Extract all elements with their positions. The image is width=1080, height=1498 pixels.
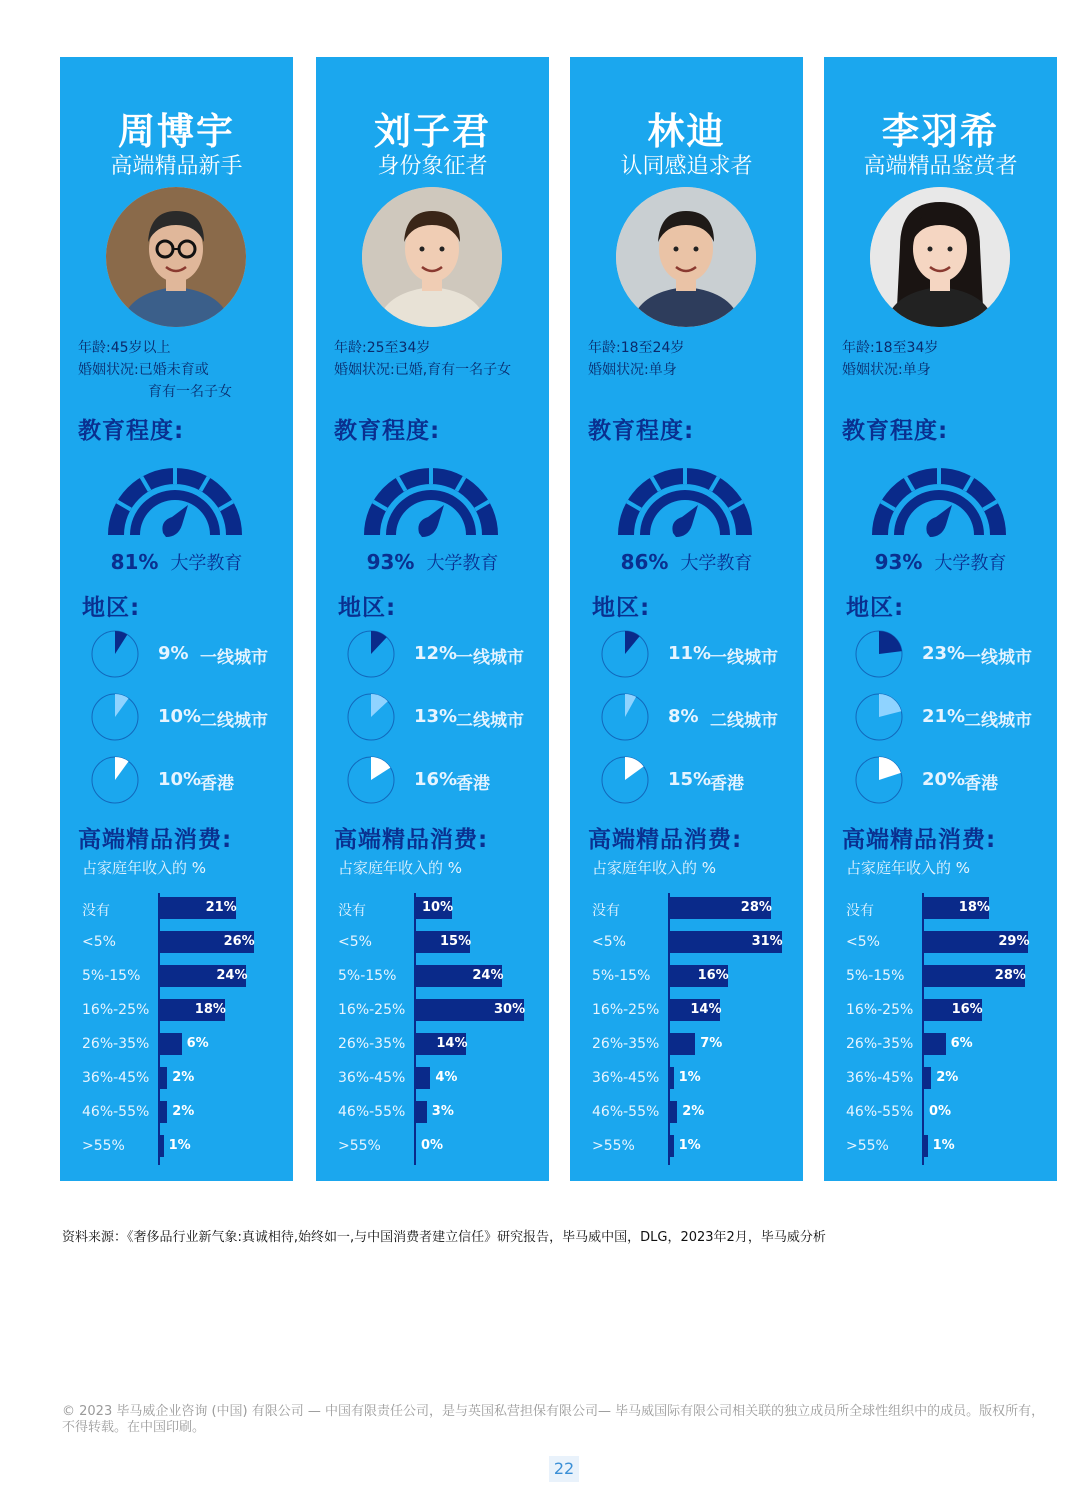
spend-value-label: 1% (932, 1138, 955, 1153)
pie-slice (625, 694, 636, 717)
pie-slice (879, 694, 901, 717)
spend-value-label: 18% (194, 1002, 226, 1017)
pie-slice (879, 757, 901, 780)
spend-category-label: >55% (846, 1138, 889, 1154)
region-pie-chart (90, 692, 140, 742)
persona-name: 周博宇 (118, 110, 235, 153)
spend-category-label: 46%-55% (846, 1104, 914, 1120)
spend-category-label: 5%-15% (592, 968, 651, 984)
education-label: 大学教育 (680, 553, 753, 574)
region-row (90, 755, 290, 805)
region-name: 一线城市 (710, 648, 778, 668)
region-percent: 15% (668, 769, 712, 790)
spend-category-label: 26%-35% (846, 1036, 914, 1052)
spend-category-label: >55% (82, 1138, 125, 1154)
woman-short-hair-portrait (362, 187, 502, 327)
education-percent: 93% (366, 550, 415, 574)
persona-role: 高端精品新手 (110, 154, 243, 179)
region-percent: 8% (668, 706, 699, 727)
region-pie-chart (346, 692, 396, 742)
region-percent: 20% (922, 769, 966, 790)
pie-slice (371, 694, 388, 717)
spend-bar-row (60, 897, 293, 921)
persona-name: 刘子君 (374, 110, 491, 153)
page-number: 22 (549, 1456, 579, 1482)
spend-category-label: 36%-45% (82, 1070, 150, 1086)
region-percent: 10% (158, 769, 202, 790)
spend-category-label: >55% (338, 1138, 381, 1154)
spend-value-label: 1% (678, 1138, 701, 1153)
source-note: 资料来源：《奢侈品行业新气象:真诚相待,始终如一,与中国消费者建立信任》研究报告，毕马威中国，DLG，2023年2月，毕马威分析 (62, 1230, 826, 1245)
region-name: 一线城市 (456, 648, 524, 668)
spend-bar-row (824, 999, 1057, 1023)
region-title: 地区: (592, 595, 651, 621)
region-pie-chart (90, 755, 140, 805)
region-title: 地区: (846, 595, 905, 621)
spend-category-label: >55% (592, 1138, 635, 1154)
spend-bar-row (60, 1135, 293, 1159)
spend-bar-row (60, 931, 293, 955)
pie-slice (115, 631, 127, 654)
education-title: 教育程度: (334, 418, 441, 444)
region-percent: 23% (922, 643, 966, 664)
spend-value-label: 4% (435, 1070, 458, 1085)
spend-bar (416, 1101, 427, 1123)
education-stat (60, 549, 293, 575)
spend-bar-row (570, 999, 803, 1023)
spend-title: 高端精品消费: (588, 827, 743, 853)
education-gauge (610, 455, 760, 547)
spend-value-label: 6% (950, 1036, 973, 1051)
man-glasses-portrait (106, 187, 246, 327)
spend-category-label: 16%-25% (82, 1002, 150, 1018)
spend-bar (160, 1135, 164, 1157)
spend-bar-row (316, 999, 549, 1023)
avatar (362, 187, 502, 327)
region-percent: 10% (158, 706, 202, 727)
spend-bar-row (570, 897, 803, 921)
region-percent: 21% (922, 706, 966, 727)
young-man-portrait (616, 187, 756, 327)
persona-role: 身份象征者 (377, 154, 488, 179)
spend-value-label: 10% (422, 900, 454, 915)
education-title: 教育程度: (588, 418, 695, 444)
spend-bar-row (824, 1135, 1057, 1159)
spend-category-label: 没有 (82, 903, 110, 919)
spend-value-label: 1% (678, 1070, 701, 1085)
education-label: 大学教育 (426, 553, 499, 574)
spend-bar (924, 1033, 946, 1055)
region-row (600, 755, 800, 805)
region-name: 一线城市 (200, 648, 268, 668)
spend-category-label: 36%-45% (592, 1070, 660, 1086)
education-gauge (100, 455, 250, 547)
spend-bar-row (60, 1067, 293, 1091)
spend-value-label: 29% (998, 934, 1030, 949)
spend-value-label: 1% (168, 1138, 191, 1153)
pie-slice (115, 757, 129, 780)
region-row (90, 629, 290, 679)
region-row (346, 692, 546, 742)
persona-column (824, 57, 1057, 1181)
spend-bar-row (570, 931, 803, 955)
spend-subtitle: 占家庭年收入的 % (338, 859, 463, 877)
spend-value-label: 24% (472, 968, 504, 983)
region-pie-chart (600, 692, 650, 742)
region-name: 香港 (200, 774, 234, 794)
region-percent: 16% (414, 769, 458, 790)
spend-category-label: 16%-25% (846, 1002, 914, 1018)
persona-name: 林迪 (647, 110, 726, 153)
persona-role: 高端精品鉴赏者 (863, 154, 1018, 179)
region-name: 香港 (710, 774, 744, 794)
spend-bar-row (316, 1067, 549, 1091)
region-pie-chart (600, 755, 650, 805)
region-pie-chart (90, 629, 140, 679)
region-name: 二线城市 (964, 711, 1032, 731)
region-name: 香港 (964, 774, 998, 794)
spend-bar (670, 1135, 674, 1157)
spend-bar (160, 1033, 182, 1055)
region-row (346, 629, 546, 679)
spend-value-label: 6% (186, 1036, 209, 1051)
region-pie-chart (600, 629, 650, 679)
spend-value-label: 28% (740, 900, 772, 915)
spend-value-label: 2% (172, 1104, 195, 1119)
spend-bar-row (60, 1101, 293, 1125)
woman-long-hair-portrait (870, 187, 1010, 327)
spend-bar-row (60, 999, 293, 1023)
education-stat (824, 549, 1057, 575)
spend-bar-row (316, 1101, 549, 1125)
education-percent: 86% (620, 550, 669, 574)
spend-value-label: 18% (958, 900, 990, 915)
region-percent: 12% (414, 643, 458, 664)
spend-bar (670, 1101, 677, 1123)
pie-slice (115, 694, 129, 717)
spend-category-label: 5%-15% (846, 968, 905, 984)
region-row (854, 755, 1054, 805)
education-percent: 93% (874, 550, 923, 574)
region-pie-chart (854, 755, 904, 805)
spend-category-label: 36%-45% (846, 1070, 914, 1086)
region-row (600, 692, 800, 742)
region-pie-chart (346, 629, 396, 679)
pie-slice (371, 631, 387, 654)
spend-bar-row (570, 965, 803, 989)
region-percent: 9% (158, 643, 189, 664)
spend-bar-row (824, 1067, 1057, 1091)
spend-bar (416, 1067, 430, 1089)
spend-bar-row (316, 1033, 549, 1057)
spend-category-label: 没有 (846, 903, 874, 919)
region-row (854, 629, 1054, 679)
spend-value-label: 15% (440, 934, 472, 949)
education-title: 教育程度: (78, 418, 185, 444)
spend-value-label: 26% (223, 934, 255, 949)
spend-bar-row (570, 1067, 803, 1091)
spend-value-label: 3% (431, 1104, 454, 1119)
spend-category-label: 26%-35% (82, 1036, 150, 1052)
region-pie-chart (854, 692, 904, 742)
region-pie-chart (346, 755, 396, 805)
spend-category-label: 36%-45% (338, 1070, 406, 1086)
spend-bar-row (824, 1033, 1057, 1057)
persona-name: 李羽希 (882, 110, 999, 153)
spend-value-label: 0% (421, 1138, 444, 1153)
demographics: 年龄:18至34岁 婚姻状况:单身 (842, 340, 939, 378)
spend-category-label: 5%-15% (338, 968, 397, 984)
spend-bar-row (316, 931, 549, 955)
spend-title: 高端精品消费: (334, 827, 489, 853)
education-label: 大学教育 (170, 553, 243, 574)
spend-category-label: 46%-55% (592, 1104, 660, 1120)
spend-category-label: <5% (592, 934, 626, 950)
spend-category-label: 16%-25% (338, 1002, 406, 1018)
spend-value-label: 16% (697, 968, 729, 983)
region-row (346, 755, 546, 805)
pie-slice (879, 631, 902, 654)
spend-category-label: 没有 (592, 903, 620, 919)
region-title: 地区: (82, 595, 141, 621)
spend-value-label: 28% (994, 968, 1026, 983)
spend-title: 高端精品消费: (842, 827, 997, 853)
spend-value-label: 2% (682, 1104, 705, 1119)
spend-bar-row (570, 1101, 803, 1125)
persona-column (60, 57, 293, 1181)
region-name: 二线城市 (710, 711, 778, 731)
spend-title: 高端精品消费: (78, 827, 233, 853)
spend-subtitle: 占家庭年收入的 % (846, 859, 971, 877)
avatar (870, 187, 1010, 327)
spend-value-label: 31% (751, 934, 783, 949)
region-pie-chart (854, 629, 904, 679)
spend-category-label: 46%-55% (82, 1104, 150, 1120)
demographics: 年龄:45岁以上 婚姻状况:已婚未育或 育有一名子女 (78, 340, 232, 400)
region-name: 一线城市 (964, 648, 1032, 668)
spend-subtitle: 占家庭年收入的 % (592, 859, 717, 877)
region-row (90, 692, 290, 742)
education-stat (570, 549, 803, 575)
region-title: 地区: (338, 595, 397, 621)
spend-value-label: 24% (216, 968, 248, 983)
avatar (106, 187, 246, 327)
spend-category-label: 16%-25% (592, 1002, 660, 1018)
spend-value-label: 2% (936, 1070, 959, 1085)
demographics: 年龄:18至24岁 婚姻状况:单身 (588, 340, 685, 378)
spend-bar-row (316, 965, 549, 989)
spend-bar-row (824, 897, 1057, 921)
spend-category-label: <5% (846, 934, 880, 950)
spend-bar (670, 1033, 695, 1055)
spend-category-label: 5%-15% (82, 968, 141, 984)
region-name: 二线城市 (456, 711, 524, 731)
spend-bar-row (316, 897, 549, 921)
spend-category-label: 46%-55% (338, 1104, 406, 1120)
spend-value-label: 30% (494, 1002, 526, 1017)
spend-bar (924, 1067, 931, 1089)
spend-bar (924, 1135, 928, 1157)
spend-value-label: 21% (205, 900, 237, 915)
spend-bar-row (824, 965, 1057, 989)
region-row (854, 692, 1054, 742)
region-percent: 13% (414, 706, 458, 727)
spend-subtitle: 占家庭年收入的 % (82, 859, 207, 877)
spend-category-label: <5% (338, 934, 372, 950)
pie-slice (371, 757, 390, 780)
spend-value-label: 7% (700, 1036, 723, 1051)
spend-category-label: 没有 (338, 903, 366, 919)
spend-bar-row (824, 1101, 1057, 1125)
spend-bar-row (570, 1135, 803, 1159)
spend-bar (160, 1067, 167, 1089)
demographics: 年龄:25至34岁 婚姻状况:已婚,育有一名子女 (334, 340, 512, 378)
pie-slice (625, 757, 644, 780)
region-name: 二线城市 (200, 711, 268, 731)
region-row (600, 629, 800, 679)
spend-value-label: 14% (690, 1002, 722, 1017)
education-title: 教育程度: (842, 418, 949, 444)
education-gauge (356, 455, 506, 547)
copyright-footer: © 2023 毕马威企业咨询 (中国) 有限公司 — 中国有限责任公司，是与英国私营担保有限公司— 毕马威国际有限公司相关联的独立成员所全球性组织中的成员。版权所有，不得转载。在中国印刷。 (62, 1404, 1045, 1435)
spend-bar-row (316, 1135, 549, 1159)
spend-category-label: <5% (82, 934, 116, 950)
persona-column (570, 57, 803, 1181)
spend-bar (160, 1101, 167, 1123)
spend-bar-row (60, 965, 293, 989)
spend-value-label: 16% (951, 1002, 983, 1017)
spend-value-label: 2% (172, 1070, 195, 1085)
persona-column (316, 57, 549, 1181)
spend-value-label: 14% (436, 1036, 468, 1051)
spend-bar-row (60, 1033, 293, 1057)
spend-category-label: 26%-35% (592, 1036, 660, 1052)
spend-category-label: 26%-35% (338, 1036, 406, 1052)
spend-bar-row (570, 1033, 803, 1057)
education-gauge (864, 455, 1014, 547)
region-percent: 11% (668, 643, 712, 664)
education-percent: 81% (110, 550, 159, 574)
education-stat (316, 549, 549, 575)
spend-bar-row (824, 931, 1057, 955)
spend-value-label: 0% (929, 1104, 952, 1119)
persona-role: 认同感追求者 (620, 154, 753, 179)
spend-bar (670, 1067, 674, 1089)
education-label: 大学教育 (934, 553, 1007, 574)
avatar (616, 187, 756, 327)
region-name: 香港 (456, 774, 490, 794)
